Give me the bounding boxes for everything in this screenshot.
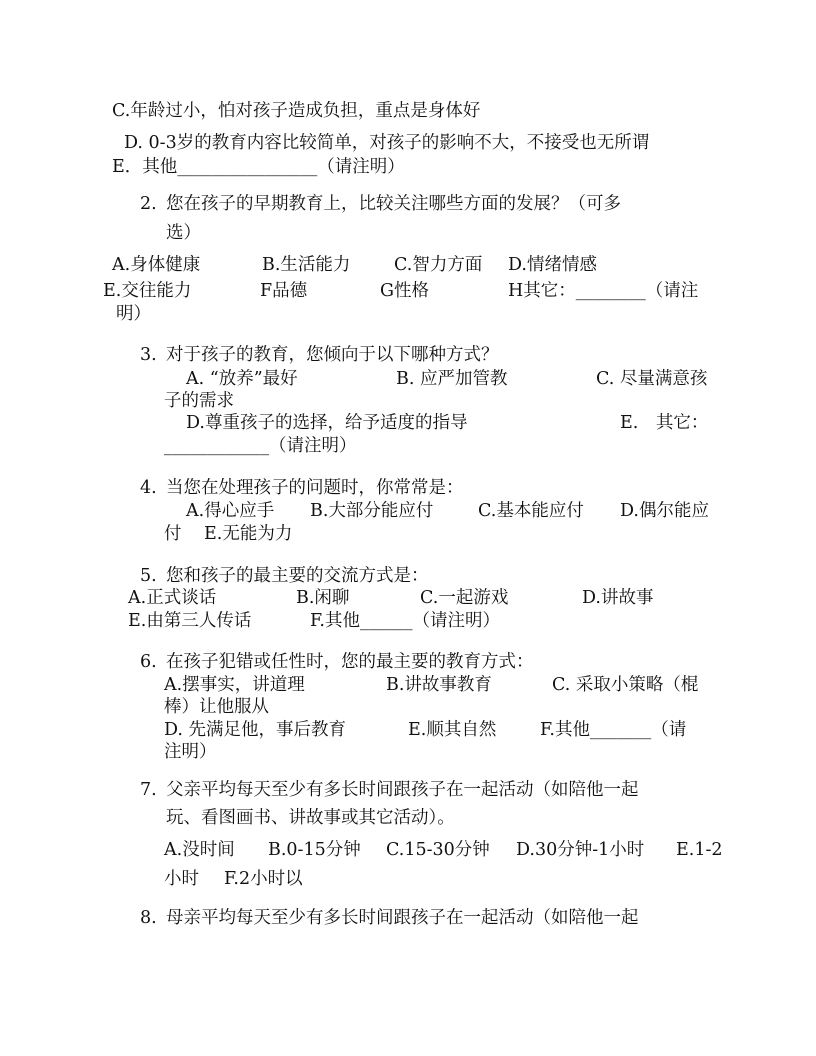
q1-option-e: E．其他________________（请注明） [112, 157, 405, 177]
q3-option-c: C. 尽量满意孩 [596, 369, 708, 389]
q2-option-e: E.交往能力 [103, 281, 192, 301]
q3-option-e: E. 其它： [620, 413, 709, 433]
q6-question: 在孩子犯错或任性时，您的最主要的教育方式： [166, 652, 534, 672]
q6-option-d: D. 先满足他，事后教育 [164, 720, 347, 740]
q5-question: 您和孩子的最主要的交流方式是： [166, 566, 429, 586]
q7-option-d: D.30分钟-1小时 [516, 840, 645, 860]
q1-option-c: C.年龄过小，怕对孩子造成负担，重点是身体好 [112, 101, 481, 121]
q7-option-e-continued: 小时 [164, 869, 199, 889]
q3-option-d: D.尊重孩子的选择，给予适度的指导 [186, 413, 468, 433]
q5-option-b: B.闲聊 [296, 588, 350, 608]
q3-option-a: A. “放养”最好 [186, 369, 298, 389]
q5-number: 5. [140, 566, 157, 586]
q3-option-b: B. 应严加管教 [396, 369, 508, 389]
q2-option-h: H其它：________（请注 [508, 281, 699, 301]
q3-number: 3. [140, 345, 157, 365]
q6-option-c-continued: 棒）让他服从 [164, 697, 269, 717]
q6-option-c: C. 采取小策略（棍 [552, 675, 699, 695]
q6-option-f-continued: 注明） [164, 742, 217, 762]
q2-question-line-1: 您在孩子的早期教育上，比较关注哪些方面的发展？（可多 [166, 194, 621, 214]
q1-option-d: D. 0-3岁的教育内容比较简单，对孩子的影响不大，不接受也无所谓 [124, 133, 650, 153]
q4-option-d: D.偶尔能应 [620, 501, 709, 521]
q6-number: 6. [140, 652, 157, 672]
q2-question-line-2: 选） [166, 223, 201, 243]
q3-option-c-continued: 子的需求 [164, 391, 234, 411]
q5-option-c: C.一起游戏 [420, 588, 509, 608]
q4-option-b: B.大部分能应付 [310, 501, 434, 521]
q7-option-c: C.15-30分钟 [386, 840, 490, 860]
q2-option-d: D.情绪情感 [508, 255, 597, 275]
q7-question-line-2: 玩、看图画书、讲故事或其它活动）。 [166, 808, 455, 828]
q6-option-a: A.摆事实，讲道理 [164, 675, 305, 695]
q2-option-a: A.身体健康 [112, 255, 201, 275]
q4-option-e: E.无能为力 [204, 524, 293, 544]
q7-number: 7. [140, 780, 157, 800]
q6-option-f: F.其他_______（请 [540, 720, 687, 740]
q7-option-a: A.没时间 [164, 840, 235, 860]
q8-question-line-1: 母亲平均每天至少有多长时间跟孩子在一起活动（如陪他一起 [166, 908, 639, 928]
q5-option-d: D.讲故事 [582, 588, 654, 608]
q6-option-b: B.讲故事教育 [386, 675, 492, 695]
q4-option-c: C.基本能应付 [478, 501, 584, 521]
q2-option-f: F品德 [260, 281, 308, 301]
q7-option-e: E.1-2 [676, 840, 723, 860]
q6-option-e: E.顺其自然 [408, 720, 497, 740]
q4-number: 4. [140, 478, 157, 498]
q2-option-g: G性格 [380, 281, 429, 301]
q7-option-f: F.2小时以 [224, 869, 303, 889]
q5-option-e: E.由第三人传话 [128, 611, 252, 631]
q3-question: 对于孩子的教育，您倾向于以下哪种方式？ [166, 345, 499, 365]
q7-question-line-1: 父亲平均每天至少有多长时间跟孩子在一起活动（如陪他一起 [166, 780, 639, 800]
q2-option-b: B.生活能力 [262, 255, 351, 275]
q7-option-b: B.0-15分钟 [268, 840, 361, 860]
q2-option-h-continued: 明） [116, 304, 151, 324]
q4-option-a: A.得心应手 [186, 501, 275, 521]
q4-option-d-continued: 付 [164, 524, 182, 544]
q8-number: 8. [140, 908, 157, 928]
q2-number: 2. [140, 194, 157, 214]
q5-option-a: A.正式谈话 [128, 588, 217, 608]
q2-option-c: C.智力方面 [394, 255, 483, 275]
q5-option-f: F.其他______（请注明） [310, 611, 500, 631]
q4-question: 当您在处理孩子的问题时，你常常是： [166, 478, 464, 498]
q3-option-e-continued: ____________（请注明） [164, 436, 357, 456]
